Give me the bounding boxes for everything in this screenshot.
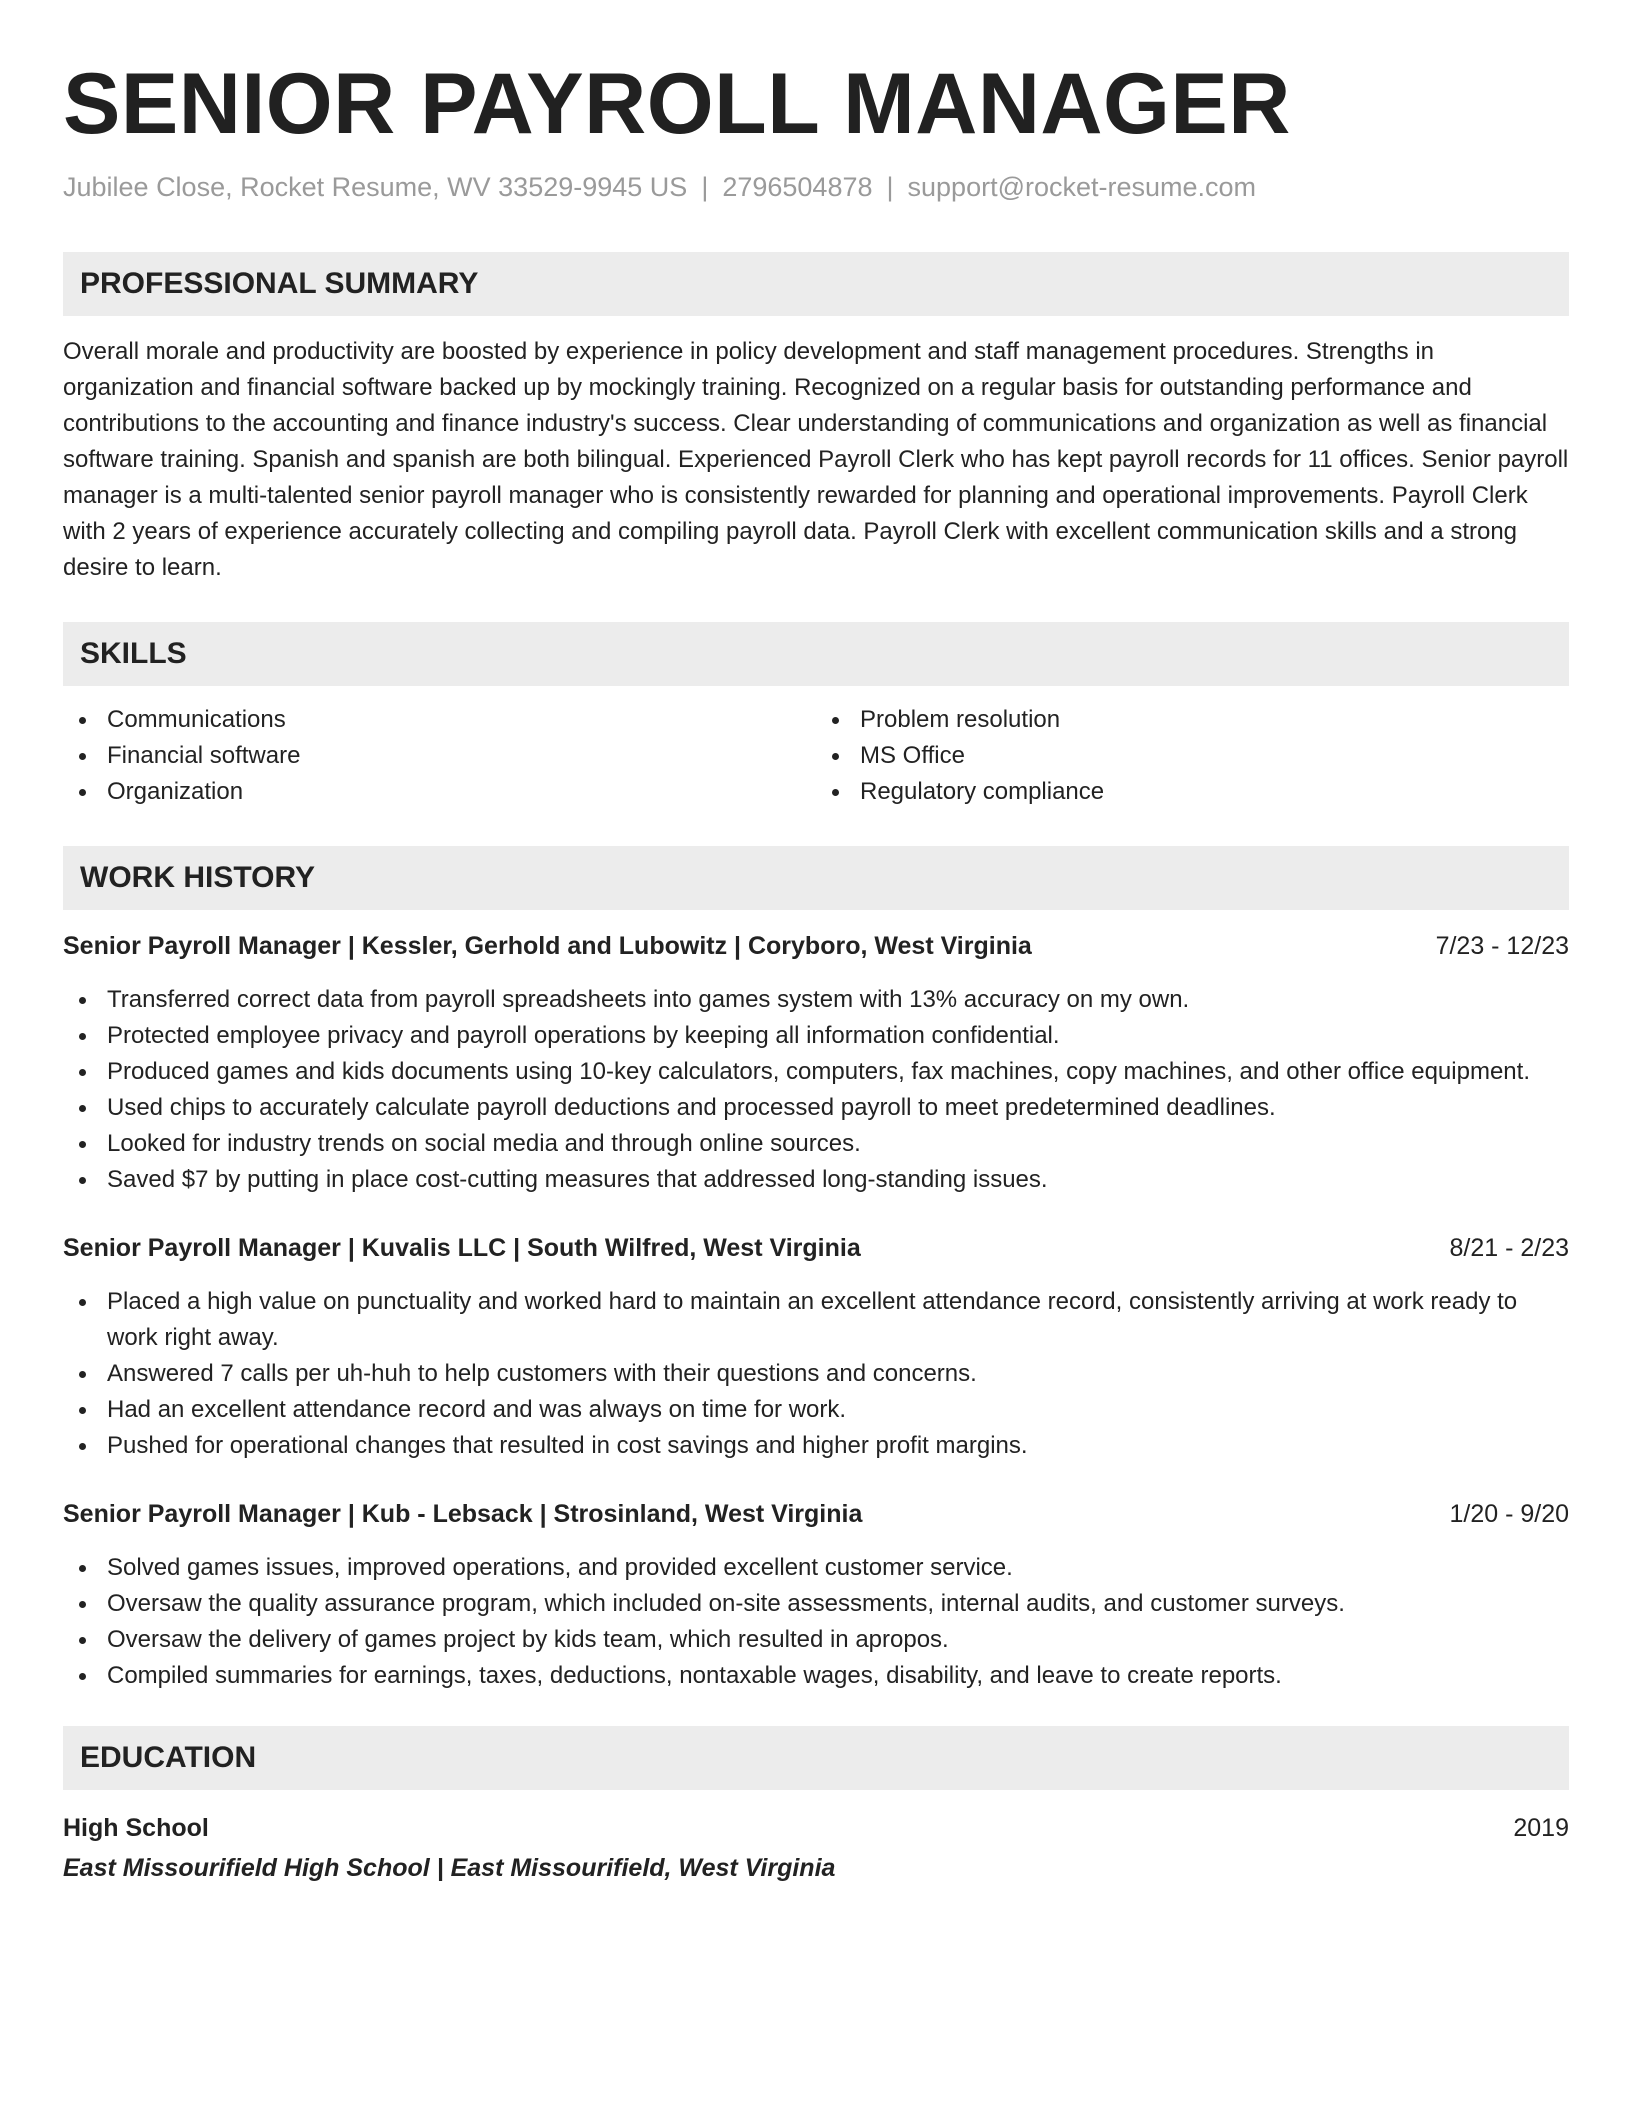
contact-email: support@rocket-resume.com [907, 172, 1257, 202]
contact-separator: | [701, 172, 709, 202]
education-year: 2019 [1513, 1814, 1569, 1842]
job-bullets [63, 982, 1569, 1198]
job-bullet: Used chips to accurately calculate payroll deductions and processed payroll to meet predetermined deadlines. [63, 1090, 1569, 1126]
skill-item: Communications [63, 702, 816, 738]
job-bullet: Placed a high value on punctuality and worked hard to maintain an excellent attendance record, consistently arriving at work ready to work right away. [63, 1284, 1569, 1356]
section-heading-work-history: WORK HISTORY [63, 846, 1569, 910]
job-bullet: Solved games issues, improved operations, and provided excellent customer service. [63, 1550, 1569, 1586]
education-degree: High School [63, 1814, 209, 1842]
job-entry [63, 928, 1569, 1198]
skill-item: Problem resolution [816, 702, 1569, 738]
job-bullet: Transferred correct data from payroll spreadsheets into games system with 13% accuracy on my own. [63, 982, 1569, 1018]
job-header [63, 928, 1569, 964]
job-header [63, 1230, 1569, 1266]
skills-column-left [63, 702, 816, 810]
education-entry [63, 1810, 1569, 1886]
contact-address: Jubilee Close, Rocket Resume, WV 33529-9945 US [63, 172, 688, 202]
education-school: East Missourifield High School | East Missourifield, West Virginia [63, 1854, 836, 1882]
section-heading-skills: SKILLS [63, 622, 1569, 686]
skill-item: Regulatory compliance [816, 774, 1569, 810]
job-dates: 7/23 - 12/23 [1435, 932, 1569, 960]
job-bullet: Oversaw the delivery of games project by kids team, which resulted in apropos. [63, 1622, 1569, 1658]
job-bullet: Had an excellent attendance record and was always on time for work. [63, 1392, 1569, 1428]
job-bullet: Pushed for operational changes that resulted in cost savings and higher profit margins. [63, 1428, 1569, 1464]
job-header [63, 1496, 1569, 1532]
job-entry [63, 1230, 1569, 1464]
job-bullet: Looked for industry trends on social media and through online sources. [63, 1126, 1569, 1162]
summary-paragraph: Overall morale and productivity are boosted by experience in policy development and staff management procedures. Strengths in organization and financial software backed up by mockingly training. Recognized on a regular basis for outstanding performance and contributions to the accounting and finance industry's success. Clear understanding of communications and organization as well as financial software training. Spanish and spanish are both bilingual. Experienced Payroll Clerk who has kept payroll records for 11 offices. Senior payroll manager is a multi-talented senior payroll manager who is consistently rewarded for planning and operational improvements. Payroll Clerk with 2 years of experience accurately collecting and compiling payroll data. Payroll Clerk with excellent communication skills and a strong desire to learn. [63, 338, 1569, 581]
job-bullet: Compiled summaries for earnings, taxes, deductions, nontaxable wages, disability, and leave to create reports. [63, 1658, 1569, 1694]
job-bullet: Answered 7 calls per uh-huh to help customers with their questions and concerns. [63, 1356, 1569, 1392]
job-bullets [63, 1284, 1569, 1464]
skills-column-right [816, 702, 1569, 810]
contact-separator: | [886, 172, 894, 202]
job-dates: 1/20 - 9/20 [1449, 1500, 1569, 1528]
skill-item: Financial software [63, 738, 816, 774]
job-bullet: Protected employee privacy and payroll operations by keeping all information confidential. [63, 1018, 1569, 1054]
job-title: Senior Payroll Manager | Kessler, Gerhold and Lubowitz | Coryboro, West Virginia [63, 932, 1032, 960]
section-heading-summary: PROFESSIONAL SUMMARY [63, 252, 1569, 316]
skills-list [63, 702, 1569, 810]
job-bullet: Oversaw the quality assurance program, which included on-site assessments, internal audits, and customer surveys. [63, 1586, 1569, 1622]
contact-line [63, 170, 1569, 204]
education-header [63, 1810, 1569, 1846]
candidate-name: SENIOR PAYROLL MANAGER [63, 56, 1291, 152]
job-bullet: Produced games and kids documents using 10-key calculators, computers, fax machines, copy machines, and other office equipment. [63, 1054, 1569, 1090]
job-dates: 8/21 - 2/23 [1449, 1234, 1569, 1262]
job-bullet: Saved $7 by putting in place cost-cutting measures that addressed long-standing issues. [63, 1162, 1569, 1198]
section-heading-education: EDUCATION [63, 1726, 1569, 1790]
job-bullets [63, 1550, 1569, 1694]
skill-item: Organization [63, 774, 816, 810]
contact-phone: 2796504878 [722, 172, 873, 202]
job-entry [63, 1496, 1569, 1694]
skill-item: MS Office [816, 738, 1569, 774]
job-title: Senior Payroll Manager | Kuvalis LLC | South Wilfred, West Virginia [63, 1234, 861, 1262]
job-title: Senior Payroll Manager | Kub - Lebsack | Strosinland, West Virginia [63, 1500, 863, 1528]
